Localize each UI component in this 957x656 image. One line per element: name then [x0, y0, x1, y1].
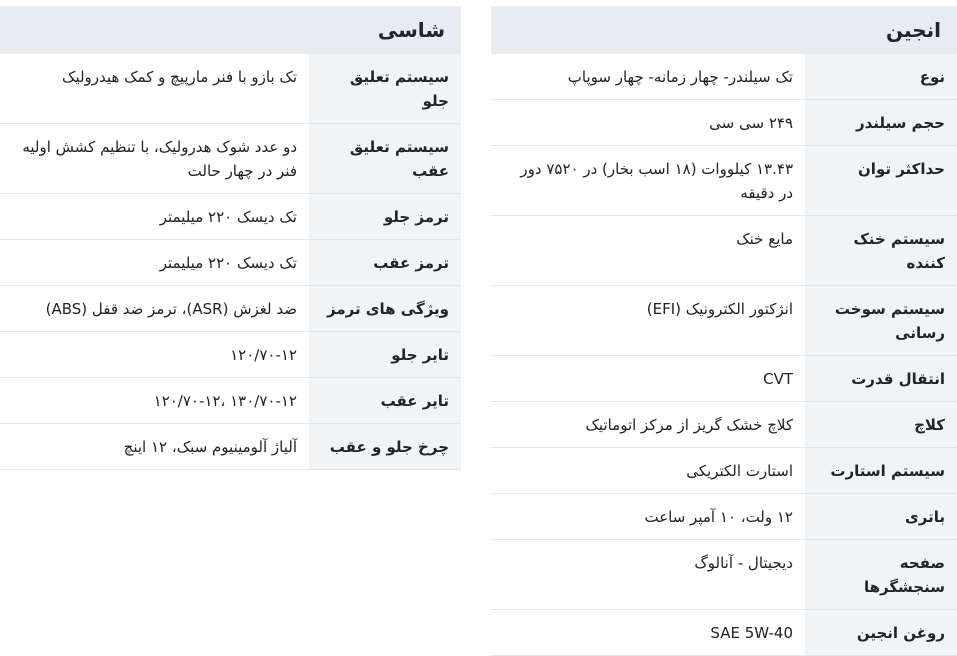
spec-value: کلاچ خشک گریز از مرکز اتوماتیک: [491, 402, 805, 448]
spec-label: حجم سیلندر: [805, 100, 957, 146]
spec-value: CVT: [491, 356, 805, 402]
spec-label: انتقال قدرت: [805, 356, 957, 402]
spec-value: دو عدد شوک هدرولیک، با تنظیم کشش اولیه فنر در چهار حالت: [0, 124, 309, 194]
spec-label: چرخ جلو و عقب: [309, 424, 461, 470]
spec-value: ۱۳.۴۳ کیلووات (۱۸ اسب بخار) در ۷۵۲۰ دور در دقیقه: [491, 146, 805, 216]
table-row: [491, 610, 957, 656]
table-row: [491, 448, 957, 494]
chassis-panel-header: [0, 6, 461, 54]
spec-label: کلاچ: [805, 402, 957, 448]
spec-label: تایر جلو: [309, 332, 461, 378]
spec-label: نوع: [805, 54, 957, 100]
table-row: [491, 286, 957, 356]
table-row: [0, 240, 461, 286]
spec-value: استارت الکتریکی: [491, 448, 805, 494]
spec-value: تک دیسک ۲۲۰ میلیمتر: [0, 194, 309, 240]
table-row: [491, 146, 957, 216]
chassis-spec-panel: [0, 6, 461, 470]
engine-panel-header: [491, 6, 957, 54]
table-row: [0, 332, 461, 378]
table-row: [0, 424, 461, 470]
spec-value: تک سیلندر- چهار زمانه- چهار سوپاپ: [491, 54, 805, 100]
spec-value: آلیاژ آلومینیوم سبک، ۱۲ اینچ: [0, 424, 309, 470]
spec-label: روغن انجین: [805, 610, 957, 656]
spec-label: ترمز عقب: [309, 240, 461, 286]
spec-value: ۱۲ ولت، ۱۰ آمپر ساعت: [491, 494, 805, 540]
chassis-spec-table: [0, 54, 461, 470]
spec-value: انژکتور الکترونیک (EFI): [491, 286, 805, 356]
engine-panel-title: انجین: [886, 18, 941, 42]
table-row: [491, 100, 957, 146]
table-row: [491, 494, 957, 540]
table-row: [0, 54, 461, 124]
spec-value: ضد لغزش (ASR)، ترمز ضد قفل (ABS): [0, 286, 309, 332]
spec-label: ویژگی های ترمز: [309, 286, 461, 332]
spec-label: سیستم سوخت رسانی: [805, 286, 957, 356]
table-row: [491, 216, 957, 286]
table-row: [0, 378, 461, 424]
table-row: [491, 402, 957, 448]
spec-label: سیستم خنک کننده: [805, 216, 957, 286]
engine-spec-panel: [491, 6, 957, 656]
spec-value: تک دیسک ۲۲۰ میلیمتر: [0, 240, 309, 286]
spec-value: ۱۲۰/۷۰-۱۲: [0, 332, 309, 378]
spec-label: سیستم تعلیق عقب: [309, 124, 461, 194]
spec-label: ترمز جلو: [309, 194, 461, 240]
spec-value: دیجیتال - آنالوگ: [491, 540, 805, 610]
table-row: [491, 356, 957, 402]
table-row: [491, 54, 957, 100]
spec-label: سیستم استارت: [805, 448, 957, 494]
chassis-panel-title: شاسی: [377, 18, 445, 42]
table-row: [0, 194, 461, 240]
spec-value: ۲۴۹ سی سی: [491, 100, 805, 146]
spec-label: باتری: [805, 494, 957, 540]
spec-label: تایر عقب: [309, 378, 461, 424]
table-row: [0, 286, 461, 332]
spec-value: SAE 5W-40: [491, 610, 805, 656]
spec-value: مایع خنک: [491, 216, 805, 286]
spec-label: سیستم تعلیق جلو: [309, 54, 461, 124]
spec-value: ۱۳۰/۷۰-۱۲ ،۱۲۰/۷۰-۱۲: [0, 378, 309, 424]
engine-spec-table: [491, 54, 957, 656]
spec-value: تک بازو با فنر مارپیچ و کمک هیدرولیک: [0, 54, 309, 124]
spec-label: حداکثر توان: [805, 146, 957, 216]
table-row: [491, 540, 957, 610]
chassis-spec-body: [0, 54, 461, 470]
engine-spec-body: [491, 54, 957, 656]
spec-label: صفحه سنجشگرها: [805, 540, 957, 610]
table-row: [0, 124, 461, 194]
